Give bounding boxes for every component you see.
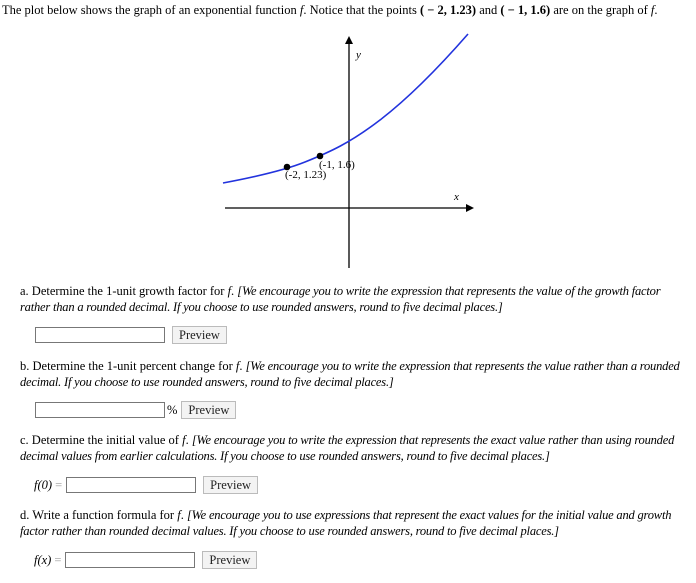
question-a-dot: . — [231, 284, 235, 298]
formula-label — [34, 553, 61, 568]
point-2-label: (-1, 1.6) — [319, 159, 355, 171]
question-c-dot: . — [185, 433, 189, 447]
question-c-text: c. Determine the initial value of — [20, 433, 179, 447]
formula-equals: = — [54, 552, 62, 567]
question-b-text: b. Determine the 1-unit percent change for — [20, 359, 233, 373]
intro-f-2: f — [650, 3, 655, 17]
question-c-hint: [We encourage you to write the expression that represents the exact value rather than using rounded decimal values from earlier calculations. If you choose to use rounded answers, round to five decimal places.] — [20, 433, 675, 463]
question-d-text: d. Write a function formula for — [20, 508, 175, 522]
growth-factor-input[interactable] — [35, 327, 165, 343]
preview-button-b[interactable]: Preview — [181, 401, 236, 419]
intro-text-1: The plot below shows the graph of an exponential function — [2, 3, 297, 17]
intro-text-3: are on the graph of — [553, 3, 648, 17]
intro-f: f — [299, 3, 304, 17]
question-c-f: f — [182, 433, 186, 447]
percent-change-input[interactable] — [35, 402, 165, 418]
question-d-dot: . — [180, 508, 184, 522]
intro-point-1: ( − 2, 1.23) — [420, 3, 477, 17]
percent-unit: % — [167, 402, 178, 417]
question-c — [20, 432, 692, 464]
question-d-f: f — [177, 508, 181, 522]
initial-value-label-text: f(0) — [34, 477, 53, 492]
question-a-f: f — [227, 284, 232, 298]
answer-a-row — [35, 326, 227, 344]
question-a-text: a. Determine the 1-unit growth factor for — [20, 284, 225, 298]
formula-label-text: f(x) — [34, 552, 52, 567]
initial-value-input[interactable] — [66, 477, 196, 493]
question-b-dot: . — [239, 359, 243, 373]
answer-c-row — [34, 476, 258, 494]
initial-value-equals: = — [55, 477, 63, 492]
question-d — [20, 507, 692, 539]
point-1-label: (-2, 1.23) — [285, 169, 327, 181]
preview-button-d[interactable]: Preview — [202, 551, 257, 569]
question-a — [20, 283, 692, 315]
x-axis-label: x — [454, 191, 459, 203]
question-b-f: f — [235, 359, 240, 373]
intro-and: and — [479, 3, 498, 17]
function-formula-input[interactable] — [65, 552, 195, 568]
question-d-hint: [We encourage you to use expressions that represent the exact values for the initial value and growth factor rather than rounded decimal values. If you choose to use rounded answers, round to five decimal places.] — [20, 508, 672, 538]
question-b-hint: [We encourage you to write the expression that represents the value rather than a rounded decimal. If you choose to use rounded answers, round to five decimal places.] — [20, 359, 680, 389]
preview-button-c[interactable]: Preview — [203, 476, 258, 494]
preview-button-a[interactable]: Preview — [172, 326, 227, 344]
intro-point-2: ( − 1, 1.6) — [500, 3, 551, 17]
question-a-hint: [We encourage you to write the expression that represents the value of the growth factor rather than a rounded decimal. If you choose to use rounded answers, round to five decimal places.] — [20, 284, 661, 314]
intro-end: . — [654, 3, 658, 17]
question-b — [20, 358, 692, 390]
answer-d-row — [34, 551, 257, 569]
initial-value-label — [34, 478, 62, 493]
y-axis-label: y — [356, 49, 361, 61]
intro-text-2: . Notice that the points — [303, 3, 417, 17]
exponential-graph — [0, 0, 696, 275]
answer-b-row — [35, 401, 236, 419]
